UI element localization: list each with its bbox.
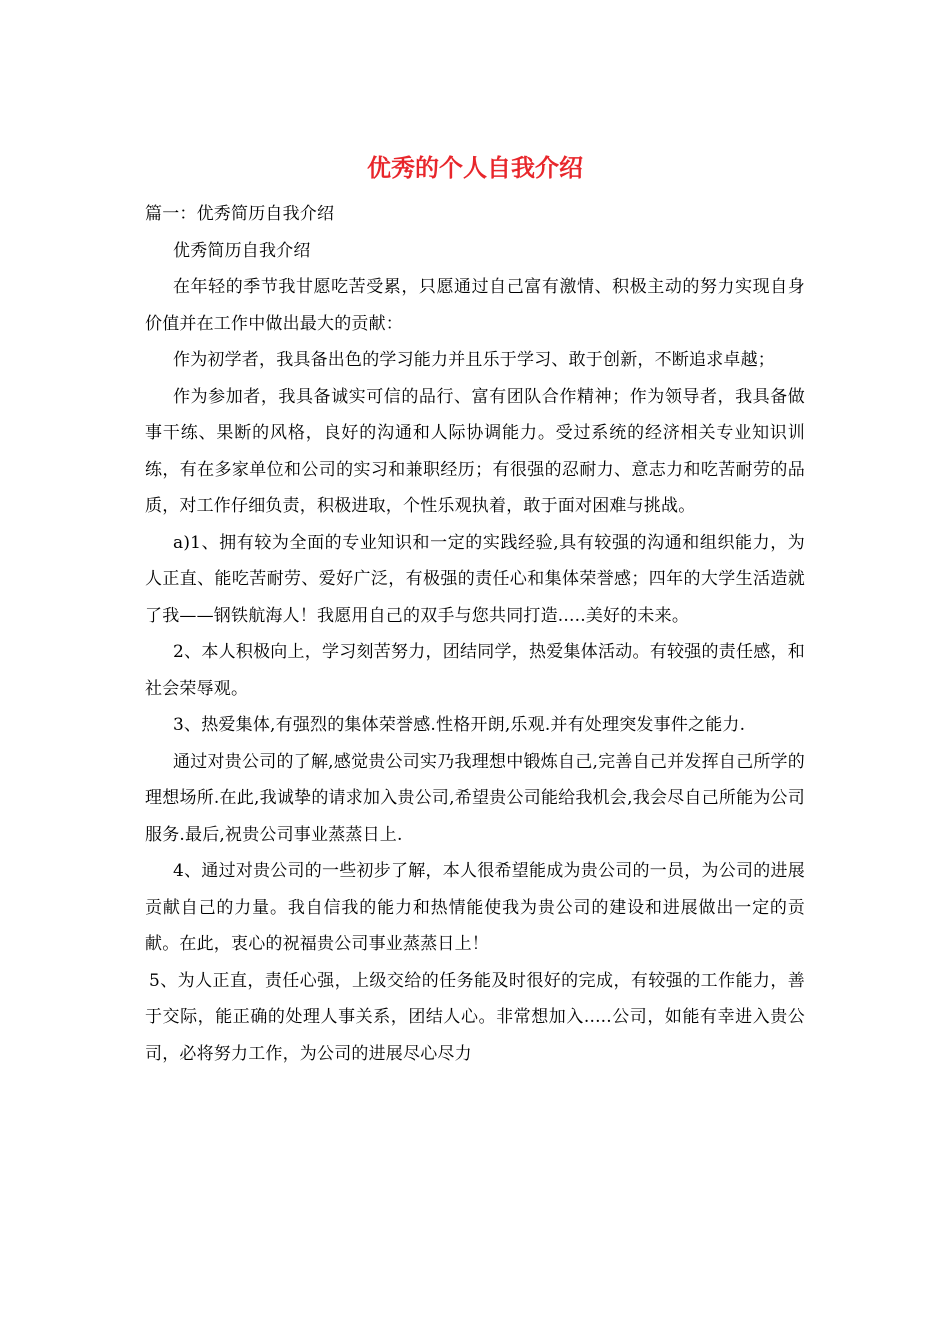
body-paragraph: 作为参加者，我具备诚实可信的品行、富有团队合作精神；作为领导者，我具备做事干练、果断的风格，良好的沟通和人际协调能力。受过系统的经济相关专业知识训练，有在多家单位和公司的实习和兼职经历；有很强的忍耐力、意志力和吃苦耐劳的品质，对工作仔细负责，积极进取，个性乐观执着，敢于面对困难与挑战。: [145, 386, 805, 516]
body-paragraph: 通过对贵公司的了解,感觉贵公司实乃我理想中锻炼自己,完善自己并发挥自己所学的理想场所.在此,我诚挚的请求加入贵公司,希望贵公司能给我机会,我会尽自己所能为公司服务.最后,祝贵公司事业蒸蒸日上.: [145, 751, 805, 845]
body-paragraph: 2、本人积极向上，学习刻苦努力，团结同学，热爱集体活动。有较强的责任感，和社会荣辱观。: [145, 642, 805, 699]
body-paragraph: 4、通过对贵公司的一些初步了解，本人很希望能成为贵公司的一员，为公司的进展贡献自己的力量。我自信我的能力和热情能使我为贵公司的建设和进展做出一定的贡献。在此，衷心的祝福贵公司事业蒸蒸日上！: [145, 861, 805, 954]
body-paragraph: a)1、拥有较为全面的专业知识和一定的实践经验,具有较强的沟通和组织能力，为人正直、能吃苦耐劳、爱好广泛，有极强的责任心和集体荣誉感；四年的大学生活造就了我——钢铁航海人！我愿用自己的双手与您共同打造.....美好的未来。: [145, 532, 805, 626]
document-title: 优秀的个人自我介绍: [367, 153, 583, 182]
document-body: [145, 196, 805, 1072]
subsection-heading: 优秀简历自我介绍: [173, 240, 311, 261]
body-paragraph: 在年轻的季节我甘愿吃苦受累，只愿通过自己富有激情、积极主动的努力实现自身价值并在工作中做出最大的贡献：: [145, 277, 805, 334]
body-paragraph: 5、为人正直，责任心强，上级交给的任务能及时很好的完成，有较强的工作能力，善于交际，能正确的处理人事关系，团结人心。非常想加入.....公司，如能有幸进入贵公司，必将努力工作，为公司的进展尽心尽力: [145, 970, 805, 1064]
section-heading: 篇一：优秀简历自我介绍: [145, 204, 335, 224]
body-paragraph: 作为初学者，我具备出色的学习能力并且乐于学习、敢于创新，不断追求卓越；: [173, 350, 775, 370]
body-paragraph: 3、热爱集体,有强烈的集体荣誉感.性格开朗,乐观.并有处理突发事件之能力.: [173, 715, 746, 735]
